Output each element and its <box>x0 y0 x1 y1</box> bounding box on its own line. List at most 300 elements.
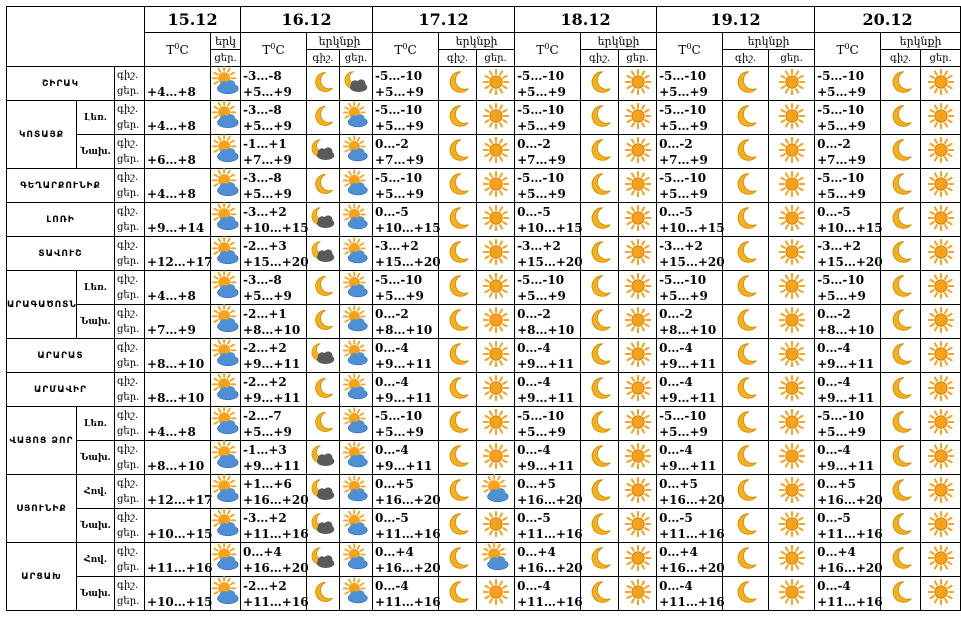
weather-icon-cell <box>723 67 769 101</box>
temperature-cell: -3…-8 +5…+9 <box>241 271 307 305</box>
sun-icon <box>927 340 955 372</box>
crescent-moon-icon <box>586 238 614 270</box>
crescent-moon-icon <box>732 578 760 610</box>
weather-icon-cell <box>307 441 340 475</box>
day-night-label: գիշ. ցեր. <box>115 339 145 373</box>
temperature-cell: 0…-4 +9…+11 <box>815 339 881 373</box>
weather-icon-cell <box>581 169 619 203</box>
temperature-cell: +4…+8 <box>145 407 211 441</box>
sun-behind-cloud-icon <box>343 239 369 269</box>
crescent-moon-icon <box>887 272 915 304</box>
sun-icon <box>927 510 955 542</box>
temperature-cell: +8…+10 <box>145 339 211 373</box>
weather-icon-cell <box>619 237 657 271</box>
weather-icon-cell <box>340 407 373 441</box>
temperature-cell: +4…+8 <box>145 101 211 135</box>
day-night-label: գիշ. ցեր. <box>115 543 145 577</box>
temperature-cell: 0…-5 +11…+16 <box>515 509 581 543</box>
sun-behind-cloud-icon <box>212 340 240 372</box>
temperature-cell: +7…+9 <box>145 305 211 339</box>
table-row <box>7 237 961 271</box>
sun-icon <box>927 68 955 100</box>
sun-icon <box>927 408 955 440</box>
crescent-moon-icon <box>586 136 614 168</box>
weather-icon-cell <box>619 271 657 305</box>
weather-icon-cell <box>307 577 340 611</box>
weather-icon-cell <box>881 441 921 475</box>
moon-behind-cloud-icon <box>310 239 336 269</box>
temperature-cell: 0…-5 +10…+15 <box>657 203 723 237</box>
region-name: ԱՐՄԱՎԻՐ <box>7 373 115 407</box>
sun-behind-cloud-icon <box>482 476 510 508</box>
subregion-label: Լեռ. <box>77 271 115 305</box>
moon-behind-cloud-icon <box>310 545 336 575</box>
temperature-cell: -3…-8 +5…+9 <box>241 67 307 101</box>
weather-icon-cell <box>211 441 241 475</box>
sun-behind-cloud-icon <box>482 544 510 576</box>
sun-icon <box>624 68 652 100</box>
night-subheader: գիշ. <box>439 50 477 67</box>
sun-behind-cloud-icon <box>212 408 240 440</box>
weather-icon-cell <box>921 135 961 169</box>
temperature-cell: -3…+2 +10…+15 <box>241 203 307 237</box>
subregion-label: Նախ. <box>77 305 115 339</box>
weather-icon-cell <box>581 441 619 475</box>
sun-behind-cloud-icon <box>212 578 240 610</box>
crescent-moon-icon <box>310 579 336 609</box>
crescent-moon-icon <box>310 375 336 405</box>
temperature-cell: +6…+8 <box>145 135 211 169</box>
crescent-moon-icon <box>586 544 614 576</box>
temperature-cell: 0…-4 +11…+16 <box>815 577 881 611</box>
weather-icon-cell <box>881 407 921 441</box>
crescent-moon-icon <box>887 204 915 236</box>
weather-icon-cell <box>211 407 241 441</box>
sun-icon <box>482 204 510 236</box>
weather-icon-cell <box>340 237 373 271</box>
sun-behind-cloud-icon <box>343 307 369 337</box>
sun-behind-cloud-icon <box>343 545 369 575</box>
day-subheader: ցեր. <box>340 50 373 67</box>
weather-icon-cell <box>439 543 477 577</box>
temperature-cell: 0…-4 +9…+11 <box>657 441 723 475</box>
temperature-cell: 0…-4 +9…+11 <box>373 441 439 475</box>
crescent-moon-icon <box>310 69 336 99</box>
sun-icon <box>624 578 652 610</box>
weather-icon-cell <box>723 407 769 441</box>
weather-icon-cell <box>769 101 815 135</box>
table-row <box>7 577 961 611</box>
weather-icon-cell <box>921 475 961 509</box>
temperature-cell: 0…-2 +7…+9 <box>373 135 439 169</box>
temperature-cell: -5…-10 +5…+9 <box>515 101 581 135</box>
region-name: ԳԵՂԱՐՔՈՒՆԻՔ <box>7 169 115 203</box>
sun-behind-cloud-icon <box>212 136 240 168</box>
table-row <box>7 67 961 101</box>
moon-behind-cloud-icon <box>310 341 336 371</box>
weather-icon-cell <box>439 271 477 305</box>
crescent-moon-icon <box>887 510 915 542</box>
temperature-cell: -3…+2 +15…+20 <box>515 237 581 271</box>
sun-behind-cloud-icon <box>343 273 369 303</box>
temperature-cell: 0…-4 +9…+11 <box>815 373 881 407</box>
weather-icon-cell <box>619 135 657 169</box>
day-night-label: գիշ. ցեր. <box>115 407 145 441</box>
weather-icon-cell <box>619 475 657 509</box>
weather-icon-cell <box>881 169 921 203</box>
sun-icon <box>624 408 652 440</box>
weather-icon-cell <box>211 203 241 237</box>
date-header: 15.12 <box>145 7 241 33</box>
temperature-cell: -5…-10 +5…+9 <box>657 407 723 441</box>
sun-icon <box>927 578 955 610</box>
crescent-moon-icon <box>732 510 760 542</box>
weather-icon-cell <box>581 203 619 237</box>
temperature-cell: 0…-5 +10…+15 <box>815 203 881 237</box>
sun-icon <box>624 374 652 406</box>
temperature-cell: 0…+5 +16…+20 <box>815 475 881 509</box>
sky-header: երկնքի <box>439 33 515 50</box>
corner-cell <box>7 7 145 67</box>
moon-behind-cloud-icon <box>310 443 336 473</box>
sun-behind-cloud-icon <box>212 272 240 304</box>
weather-icon-cell <box>340 475 373 509</box>
crescent-moon-icon <box>444 102 472 134</box>
sun-icon <box>624 544 652 576</box>
sun-icon <box>482 340 510 372</box>
weather-icon-cell <box>211 373 241 407</box>
weather-icon-cell <box>581 101 619 135</box>
subregion-label: Հով. <box>77 475 115 509</box>
temperature-cell: +4…+8 <box>145 67 211 101</box>
sky-header: երկնքի <box>881 33 961 50</box>
table-row <box>7 543 961 577</box>
sun-behind-cloud-icon <box>212 510 240 542</box>
crescent-moon-icon <box>444 204 472 236</box>
weather-icon-cell <box>477 407 515 441</box>
weather-icon-cell <box>211 339 241 373</box>
weather-icon-cell <box>619 169 657 203</box>
table-row <box>7 135 961 169</box>
day-night-label: գիշ. ցեր. <box>115 577 145 611</box>
sun-icon <box>624 476 652 508</box>
crescent-moon-icon <box>732 544 760 576</box>
weather-icon-cell <box>619 441 657 475</box>
weather-icon-cell <box>619 305 657 339</box>
weather-icon-cell <box>723 135 769 169</box>
temperature-cell: -5…-10 +5…+9 <box>815 101 881 135</box>
temperature-cell: -2…+1 +8…+10 <box>241 305 307 339</box>
crescent-moon-icon <box>586 102 614 134</box>
temperature-cell: +11…+16 <box>145 543 211 577</box>
weather-icon-cell <box>477 203 515 237</box>
temperature-cell: 0…-5 +10…+15 <box>515 203 581 237</box>
weather-icon-cell <box>439 203 477 237</box>
weather-icon-cell <box>723 305 769 339</box>
weather-icon-cell <box>881 67 921 101</box>
weather-icon-cell <box>477 509 515 543</box>
weather-icon-cell <box>921 203 961 237</box>
weather-icon-cell <box>581 407 619 441</box>
weather-icon-cell <box>881 101 921 135</box>
weather-icon-cell <box>340 339 373 373</box>
sun-behind-cloud-icon <box>212 170 240 202</box>
weather-icon-cell <box>921 169 961 203</box>
temperature-cell: -3…+2 +15…+20 <box>657 237 723 271</box>
crescent-moon-icon <box>887 578 915 610</box>
sun-icon <box>778 544 806 576</box>
weather-icon-cell <box>307 237 340 271</box>
weather-icon-cell <box>211 509 241 543</box>
sun-behind-cloud-icon <box>343 171 369 201</box>
crescent-moon-icon <box>732 204 760 236</box>
temperature-cell: 0…-4 +9…+11 <box>815 441 881 475</box>
weather-icon-cell <box>307 407 340 441</box>
weather-icon-cell <box>881 339 921 373</box>
region-name: ԼՈՌԻ <box>7 203 115 237</box>
weather-icon-cell <box>439 509 477 543</box>
weather-icon-cell <box>340 543 373 577</box>
temperature-cell: -5…-10 +5…+9 <box>515 407 581 441</box>
crescent-moon-icon <box>887 340 915 372</box>
weather-icon-cell <box>581 339 619 373</box>
table-row <box>7 339 961 373</box>
table-row <box>7 475 961 509</box>
weather-icon-cell <box>340 577 373 611</box>
region-name: ԱՐԱՐԱՏ <box>7 339 115 373</box>
sun-icon <box>778 408 806 440</box>
weather-icon-cell <box>581 237 619 271</box>
weather-icon-cell <box>340 509 373 543</box>
weather-icon-cell <box>581 67 619 101</box>
weather-icon-cell <box>881 373 921 407</box>
day-night-label: գիշ. ցեր. <box>115 271 145 305</box>
weather-icon-cell <box>769 271 815 305</box>
weather-icon-cell <box>723 237 769 271</box>
subregion-label: Նախ. <box>77 577 115 611</box>
temperature-cell: +4…+8 <box>145 169 211 203</box>
crescent-moon-icon <box>310 307 336 337</box>
temperature-cell: 0…+4 +16…+20 <box>373 543 439 577</box>
temperature-cell: -5…-10 +5…+9 <box>515 67 581 101</box>
crescent-moon-icon <box>732 340 760 372</box>
temperature-cell: -2…+2 +9…+11 <box>241 339 307 373</box>
weather-icon-cell <box>921 441 961 475</box>
weather-icon-cell <box>439 441 477 475</box>
crescent-moon-icon <box>732 68 760 100</box>
weather-icon-cell <box>769 237 815 271</box>
sun-icon <box>624 510 652 542</box>
moon-behind-cloud-icon <box>310 205 336 235</box>
weather-icon-cell <box>439 169 477 203</box>
sun-icon <box>482 442 510 474</box>
sun-icon <box>778 578 806 610</box>
weather-icon-cell <box>619 373 657 407</box>
temperature-cell: +1…+6 +16…+20 <box>241 475 307 509</box>
weather-icon-cell <box>921 305 961 339</box>
temperature-cell: 0…-4 +11…+16 <box>515 577 581 611</box>
crescent-moon-icon <box>444 442 472 474</box>
temperature-cell: 0…-5 +10…+15 <box>373 203 439 237</box>
weather-icon-cell <box>769 577 815 611</box>
sun-behind-cloud-icon <box>212 374 240 406</box>
weather-icon-cell <box>769 407 815 441</box>
sun-icon <box>778 442 806 474</box>
subregion-label: Նախ. <box>77 135 115 169</box>
weather-icon-cell <box>439 373 477 407</box>
day-night-label: գիշ. ցեր. <box>115 441 145 475</box>
table-row <box>7 509 961 543</box>
temp-header: $T^0C$ <box>815 33 881 67</box>
weather-icon-cell <box>439 67 477 101</box>
temperature-cell: -5…-10 +5…+9 <box>815 169 881 203</box>
crescent-moon-icon <box>586 204 614 236</box>
temperature-cell: -5…-10 +5…+9 <box>373 271 439 305</box>
crescent-moon-icon <box>444 476 472 508</box>
crescent-moon-icon <box>444 408 472 440</box>
weather-icon-cell <box>439 101 477 135</box>
temperature-cell: 0…-2 +8…+10 <box>515 305 581 339</box>
weather-icon-cell <box>881 135 921 169</box>
crescent-moon-icon <box>732 374 760 406</box>
crescent-moon-icon <box>444 68 472 100</box>
sun-behind-cloud-icon <box>212 442 240 474</box>
weather-forecast-table <box>6 6 961 611</box>
region-name: ԱՐԱԳԱԾՈՏՆ <box>7 271 77 339</box>
day-night-label: գիշ. ցեր. <box>115 135 145 169</box>
sun-icon <box>482 68 510 100</box>
temperature-cell: -3…-8 +5…+9 <box>241 101 307 135</box>
crescent-moon-icon <box>732 442 760 474</box>
weather-icon-cell <box>340 271 373 305</box>
weather-icon-cell <box>477 475 515 509</box>
weather-icon-cell <box>921 373 961 407</box>
sun-icon <box>482 170 510 202</box>
sun-icon <box>624 204 652 236</box>
weather-icon-cell <box>307 169 340 203</box>
day-subheader: ցեր. <box>921 50 961 67</box>
weather-icon-cell <box>769 169 815 203</box>
temperature-cell: 0…+4 +16…+20 <box>657 543 723 577</box>
temperature-cell: -2…+2 +11…+16 <box>241 577 307 611</box>
table-row <box>7 407 961 441</box>
weather-icon-cell <box>307 373 340 407</box>
crescent-moon-icon <box>887 442 915 474</box>
weather-icon-cell <box>307 135 340 169</box>
sun-behind-cloud-icon <box>212 204 240 236</box>
weather-icon-cell <box>769 509 815 543</box>
sun-icon <box>482 136 510 168</box>
sun-behind-cloud-icon <box>343 443 369 473</box>
weather-icon-cell <box>211 271 241 305</box>
day-night-label: գիշ. ցեր. <box>115 509 145 543</box>
crescent-moon-icon <box>586 340 614 372</box>
crescent-moon-icon <box>444 544 472 576</box>
sun-icon <box>927 170 955 202</box>
temperature-cell: 0…-4 +9…+11 <box>657 339 723 373</box>
sun-icon <box>778 68 806 100</box>
weather-icon-cell <box>769 203 815 237</box>
weather-icon-cell <box>921 237 961 271</box>
table-row <box>7 305 961 339</box>
sun-icon <box>927 204 955 236</box>
weather-icon-cell <box>307 203 340 237</box>
weather-icon-cell <box>581 577 619 611</box>
temperature-cell: 0…-2 +8…+10 <box>657 305 723 339</box>
weather-icon-cell <box>581 475 619 509</box>
crescent-moon-icon <box>887 170 915 202</box>
weather-icon-cell <box>340 135 373 169</box>
crescent-moon-icon <box>444 136 472 168</box>
table-row <box>7 441 961 475</box>
weather-icon-cell <box>723 339 769 373</box>
weather-icon-cell <box>340 373 373 407</box>
crescent-moon-icon <box>586 68 614 100</box>
crescent-moon-icon <box>444 238 472 270</box>
crescent-moon-icon <box>887 408 915 440</box>
temperature-cell: -5…-10 +5…+9 <box>515 271 581 305</box>
sun-icon <box>482 408 510 440</box>
moon-behind-cloud-icon <box>343 69 369 99</box>
sun-icon <box>927 238 955 270</box>
temperature-cell: 0…+5 +16…+20 <box>657 475 723 509</box>
sun-behind-cloud-icon <box>212 306 240 338</box>
sun-behind-cloud-icon <box>343 477 369 507</box>
crescent-moon-icon <box>586 510 614 542</box>
sun-icon <box>778 340 806 372</box>
temperature-cell: +10…+15 <box>145 509 211 543</box>
night-subheader: գիշ. <box>723 50 769 67</box>
temperature-cell: -3…+2 +15…+20 <box>373 237 439 271</box>
crescent-moon-icon <box>732 170 760 202</box>
sun-icon <box>927 476 955 508</box>
temperature-cell: -3…+2 +15…+20 <box>815 237 881 271</box>
weather-icon-cell <box>307 67 340 101</box>
weather-icon-cell <box>439 237 477 271</box>
sun-behind-cloud-icon <box>343 375 369 405</box>
weather-icon-cell <box>307 475 340 509</box>
weather-icon-cell <box>769 67 815 101</box>
day-night-label: գիշ. ցեր. <box>115 305 145 339</box>
temperature-cell: -3…+2 +11…+16 <box>241 509 307 543</box>
region-name: ՍՅՈՒՆԻՔ <box>7 475 77 543</box>
weather-icon-cell <box>211 237 241 271</box>
table-row <box>7 203 961 237</box>
sun-icon <box>778 374 806 406</box>
weather-icon-cell <box>921 67 961 101</box>
weather-icon-cell <box>340 67 373 101</box>
sun-icon <box>778 170 806 202</box>
crescent-moon-icon <box>887 68 915 100</box>
region-name: ՏԱՎՈՒՇ <box>7 237 115 271</box>
moon-behind-cloud-icon <box>310 511 336 541</box>
sun-behind-cloud-icon <box>212 102 240 134</box>
sun-icon <box>624 136 652 168</box>
weather-icon-cell <box>881 203 921 237</box>
crescent-moon-icon <box>887 306 915 338</box>
weather-icon-cell <box>307 339 340 373</box>
sun-behind-cloud-icon <box>212 476 240 508</box>
crescent-moon-icon <box>586 306 614 338</box>
weather-icon-cell <box>211 135 241 169</box>
sun-icon <box>624 442 652 474</box>
day-subheader: ցեր. <box>769 50 815 67</box>
weather-icon-cell <box>921 271 961 305</box>
sun-icon <box>624 102 652 134</box>
weather-icon-cell <box>881 509 921 543</box>
crescent-moon-icon <box>310 409 336 439</box>
sun-behind-cloud-icon <box>212 68 240 100</box>
